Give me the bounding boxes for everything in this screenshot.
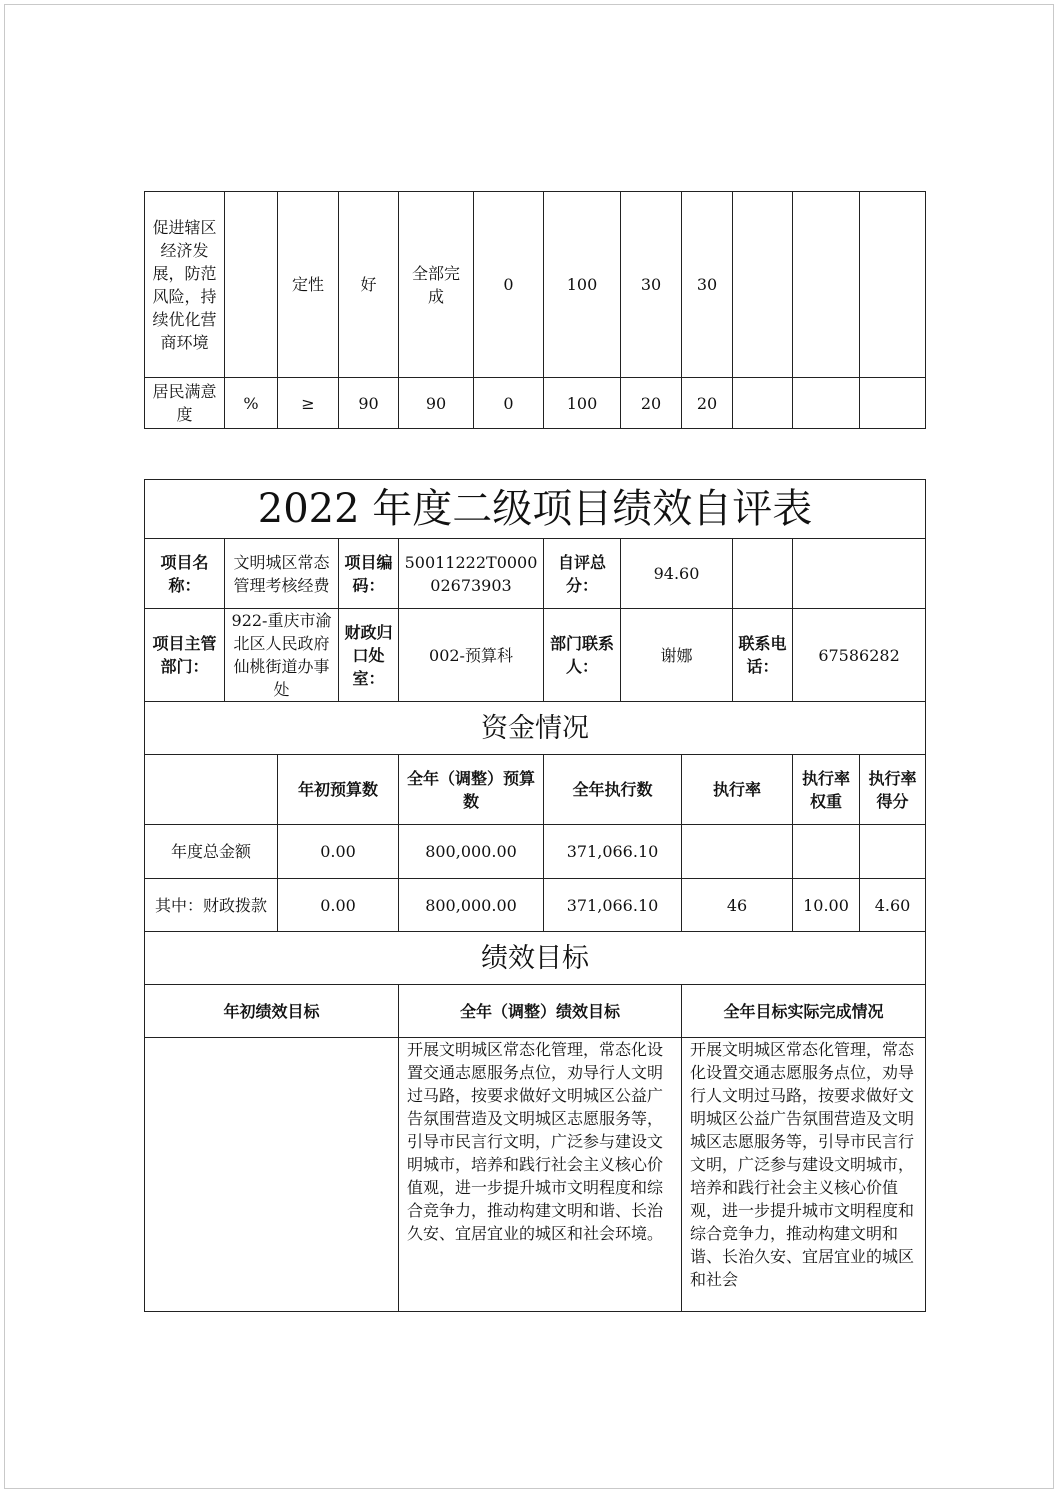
empty-cell (733, 192, 793, 378)
funds-cell (682, 825, 793, 879)
project-code-value: 50011222T000002673903 (399, 539, 544, 609)
perf-section-row (145, 932, 926, 985)
finance-office-value: 002-预算科 (399, 609, 544, 702)
weight-cell: 20 (621, 378, 682, 429)
funds-header-cell: 全年执行数 (544, 755, 682, 825)
table-row (145, 825, 926, 879)
funds-cell (793, 825, 860, 879)
funds-cell: 10.00 (793, 879, 860, 932)
perf-initial-cell (145, 1038, 399, 1312)
perf-header-row (145, 985, 926, 1038)
phone-label: 联系电话： (733, 609, 793, 702)
project-name-label: 项目名称： (145, 539, 225, 609)
value-cell: 100 (544, 192, 621, 378)
funds-cell (860, 825, 926, 879)
department-value: 922-重庆市渝北区人民政府仙桃街道办事处 (225, 609, 339, 702)
operator-cell: 定性 (278, 192, 339, 378)
empty-cell (793, 378, 860, 429)
funds-header-cell: 执行率权重 (793, 755, 860, 825)
funds-row-label: 年度总金额 (145, 825, 278, 879)
title-row (145, 480, 926, 539)
value-cell: 100 (544, 378, 621, 429)
finance-office-label: 财政归口处室： (339, 609, 399, 702)
unit-cell (225, 192, 278, 378)
self-score-value: 94.60 (621, 539, 733, 609)
self-score-label: 自评总分： (544, 539, 621, 609)
perf-header-cell: 全年目标实际完成情况 (682, 985, 926, 1038)
score-cell: 20 (682, 378, 733, 429)
target-cell: 好 (339, 192, 399, 378)
self-evaluation-form (144, 479, 926, 1312)
funds-header-cell: 执行率 (682, 755, 793, 825)
department-row (145, 609, 926, 702)
table-row (145, 192, 926, 378)
perf-header-cell: 年初绩效目标 (145, 985, 399, 1038)
target-cell: 90 (339, 378, 399, 429)
funds-section-title: 资金情况 (145, 702, 926, 755)
empty-cell (733, 378, 793, 429)
project-info-row (145, 539, 926, 609)
project-name-value: 文明城区常态管理考核经费 (225, 539, 339, 609)
table-row (145, 879, 926, 932)
score-cell: 30 (682, 192, 733, 378)
funds-header-row (145, 755, 926, 825)
empty-cell (860, 192, 926, 378)
project-code-label: 项目编码： (339, 539, 399, 609)
perf-actual-cell: 开展文明城区常态化管理，常态化设置交通志愿服务点位，劝导行人文明过马路，按要求做好文明城区公益广告氛围营造及文明城区志愿服务等，引导市民言行文明，广泛参与建设文明城市，培养和践行社会主义核心价值观，进一步提升城市文明程度和综合竞争力，推动构建文明和谐、长治久安、宜居宜业的城区和社会 (682, 1038, 926, 1312)
phone-value: 67586282 (793, 609, 926, 702)
weight-cell: 30 (621, 192, 682, 378)
funds-header-cell: 年初预算数 (278, 755, 399, 825)
funds-row-label: 其中：财政拨款 (145, 879, 278, 932)
funds-cell: 4.60 (860, 879, 926, 932)
empty-cell (793, 539, 926, 609)
table-row (145, 378, 926, 429)
indicator-table (144, 191, 926, 429)
funds-section-row (145, 702, 926, 755)
contact-label: 部门联系人： (544, 609, 621, 702)
perf-header-cell: 全年（调整）绩效目标 (399, 985, 682, 1038)
funds-cell: 371,066.10 (544, 879, 682, 932)
indicator-name-cell: 居民满意度 (145, 378, 225, 429)
funds-cell: 800,000.00 (399, 825, 544, 879)
value-cell: 0 (474, 192, 544, 378)
funds-header-cell: 执行率得分 (860, 755, 926, 825)
empty-cell (860, 378, 926, 429)
funds-cell: 371,066.10 (544, 825, 682, 879)
funds-header-cell (145, 755, 278, 825)
contact-value: 谢娜 (621, 609, 733, 702)
actual-cell: 全部完成 (399, 192, 474, 378)
funds-cell: 800,000.00 (399, 879, 544, 932)
funds-header-cell: 全年（调整）预算数 (399, 755, 544, 825)
operator-cell: ≥ (278, 378, 339, 429)
empty-cell (733, 539, 793, 609)
empty-cell (793, 192, 860, 378)
unit-cell: % (225, 378, 278, 429)
indicator-name-cell: 促进辖区经济发展，防范风险，持续优化营商环境 (145, 192, 225, 378)
funds-cell: 0.00 (278, 825, 399, 879)
perf-adjusted-cell: 开展文明城区常态化管理，常态化设置交通志愿服务点位，劝导行人文明过马路，按要求做好文明城区公益广告氛围营造及文明城区志愿服务等，引导市民言行文明，广泛参与建设文明城市，培养和践行社会主义核心价值观，进一步提升城市文明程度和综合竞争力，推动构建文明和谐、长治久安、宜居宜业的城区和社会环境。 (399, 1038, 682, 1312)
funds-cell: 46 (682, 879, 793, 932)
form-title: 2022 年度二级项目绩效自评表 (145, 480, 926, 539)
perf-content-row (145, 1038, 926, 1312)
actual-cell: 90 (399, 378, 474, 429)
value-cell: 0 (474, 378, 544, 429)
perf-section-title: 绩效目标 (145, 932, 926, 985)
department-label: 项目主管部门： (145, 609, 225, 702)
funds-cell: 0.00 (278, 879, 399, 932)
